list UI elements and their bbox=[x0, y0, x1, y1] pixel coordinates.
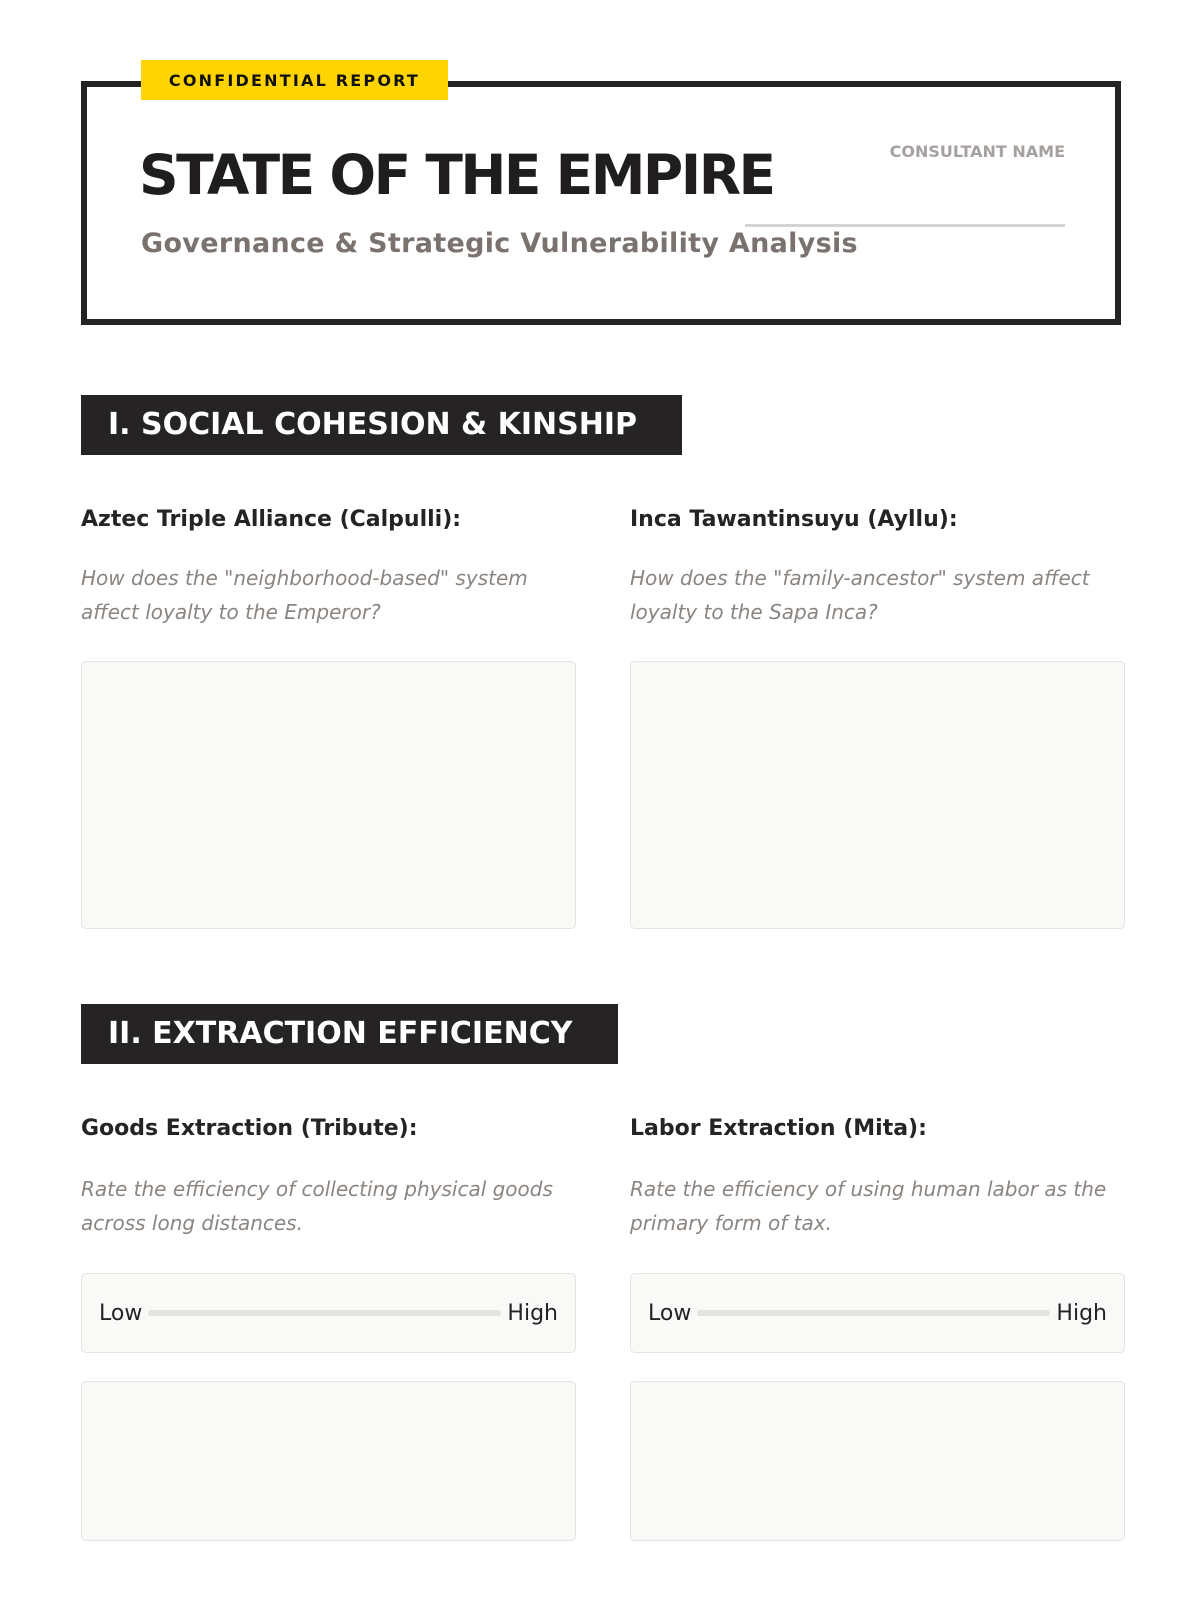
confidential-tag: CONFIDENTIAL REPORT bbox=[141, 60, 448, 100]
labor-mita-rating-slider[interactable] bbox=[697, 1310, 1050, 1316]
aztec-calpulli-prompt: How does the "neighborhood-based" system affect loyalty to the Emperor? bbox=[81, 566, 528, 624]
section-heading-extraction-efficiency: II. EXTRACTION EFFICIENCY bbox=[81, 1004, 618, 1064]
labor-mita-label: Labor Extraction (Mita): bbox=[630, 1116, 927, 1141]
consultant-name-label: CONSULTANT NAME bbox=[889, 142, 1065, 161]
goods-tribute-rating bbox=[81, 1273, 576, 1353]
report-subtitle: Governance & Strategic Vulnerability Analysis bbox=[141, 228, 858, 259]
aztec-calpulli-answer-box[interactable] bbox=[81, 661, 576, 929]
inca-ayllu-prompt: How does the "family-ancestor" system affect loyalty to the Sapa Inca? bbox=[630, 566, 1090, 624]
goods-tribute-answer-box[interactable] bbox=[81, 1381, 576, 1541]
report-title: STATE OF THE EMPIRE bbox=[139, 143, 774, 207]
goods-tribute-label: Goods Extraction (Tribute): bbox=[81, 1116, 418, 1141]
labor-mita-answer-box[interactable] bbox=[630, 1381, 1125, 1541]
goods-tribute-prompt: Rate the efficiency of collecting physical goods across long distances. bbox=[81, 1177, 553, 1235]
goods-tribute-rating-slider[interactable] bbox=[148, 1310, 501, 1316]
inca-ayllu-answer-box[interactable] bbox=[630, 661, 1125, 929]
consultant-name-field[interactable] bbox=[745, 224, 1065, 227]
aztec-calpulli-label: Aztec Triple Alliance (Calpulli): bbox=[81, 507, 462, 532]
rating-high-label: High bbox=[1056, 1300, 1107, 1326]
rating-low-label: Low bbox=[99, 1300, 143, 1326]
inca-ayllu-label: Inca Tawantinsuyu (Ayllu): bbox=[630, 507, 958, 532]
labor-mita-prompt: Rate the efficiency of using human labor as the primary form of tax. bbox=[630, 1177, 1107, 1235]
section-heading-social-cohesion: I. SOCIAL COHESION & KINSHIP bbox=[81, 395, 682, 455]
rating-low-label: Low bbox=[648, 1300, 692, 1326]
labor-mita-rating bbox=[630, 1273, 1125, 1353]
rating-high-label: High bbox=[507, 1300, 558, 1326]
